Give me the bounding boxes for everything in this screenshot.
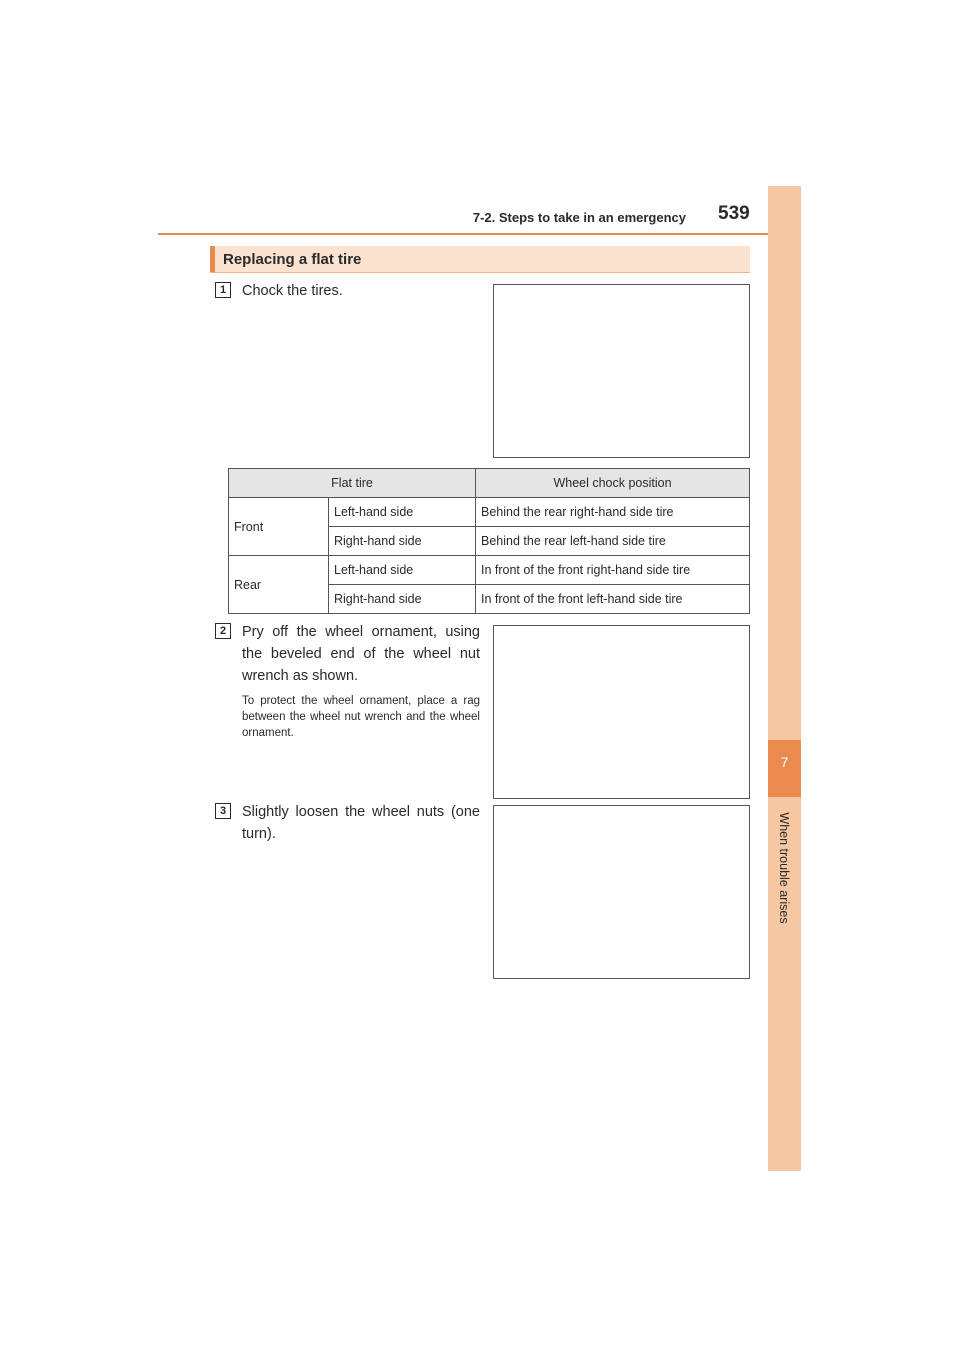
table-row [229,556,750,585]
table-cell-position: In front of the front right-hand side tire [476,556,750,585]
step-3-text: Slightly loosen the wheel nuts (one turn). [242,804,480,842]
table-cell-position: In front of the front left-hand side tire [476,585,750,614]
wheel-chock-table [228,468,750,614]
step-1-text: Chock the tires. [242,283,343,299]
header-divider [158,233,801,235]
step-number-1: 1 [215,282,231,298]
table-header-row [229,469,750,498]
chapter-title: When trouble arises [777,812,791,924]
illustration-loosen-nuts [493,805,750,979]
illustration-chock-tires [493,284,750,458]
table-header-chock-position: Wheel chock position [476,469,750,498]
table-cell-side: Right-hand side [329,585,476,614]
table-cell-side: Left-hand side [329,498,476,527]
table-header-flat-tire: Flat tire [229,469,476,498]
page-number: 539 [718,203,750,224]
illustration-wheel-ornament [493,625,750,799]
table-cell-position: Behind the rear left-hand side tire [476,527,750,556]
chapter-side-strip [768,186,801,1171]
section-title: Replacing a flat tire [223,251,362,268]
step-number-3: 3 [215,803,231,819]
section-heading [210,246,750,273]
heading-underline [210,272,750,273]
running-header-section: 7-2. Steps to take in an emergency [472,210,686,225]
table-cell-group-rear: Rear [229,556,329,614]
step-2-text: Pry off the wheel ornament, using the beveled end of the wheel nut wrench as shown. [242,624,480,684]
table-row [229,498,750,527]
chapter-number: 7 [780,754,789,770]
table-cell-group-front: Front [229,498,329,556]
table-cell-side: Left-hand side [329,556,476,585]
step-number-2: 2 [215,623,231,639]
table-cell-position: Behind the rear right-hand side tire [476,498,750,527]
table-cell-side: Right-hand side [329,527,476,556]
heading-accent-bar [210,246,215,273]
step-2-note: To protect the wheel ornament, place a rag between the wheel nut wrench and the wheel ornament. [242,695,480,739]
